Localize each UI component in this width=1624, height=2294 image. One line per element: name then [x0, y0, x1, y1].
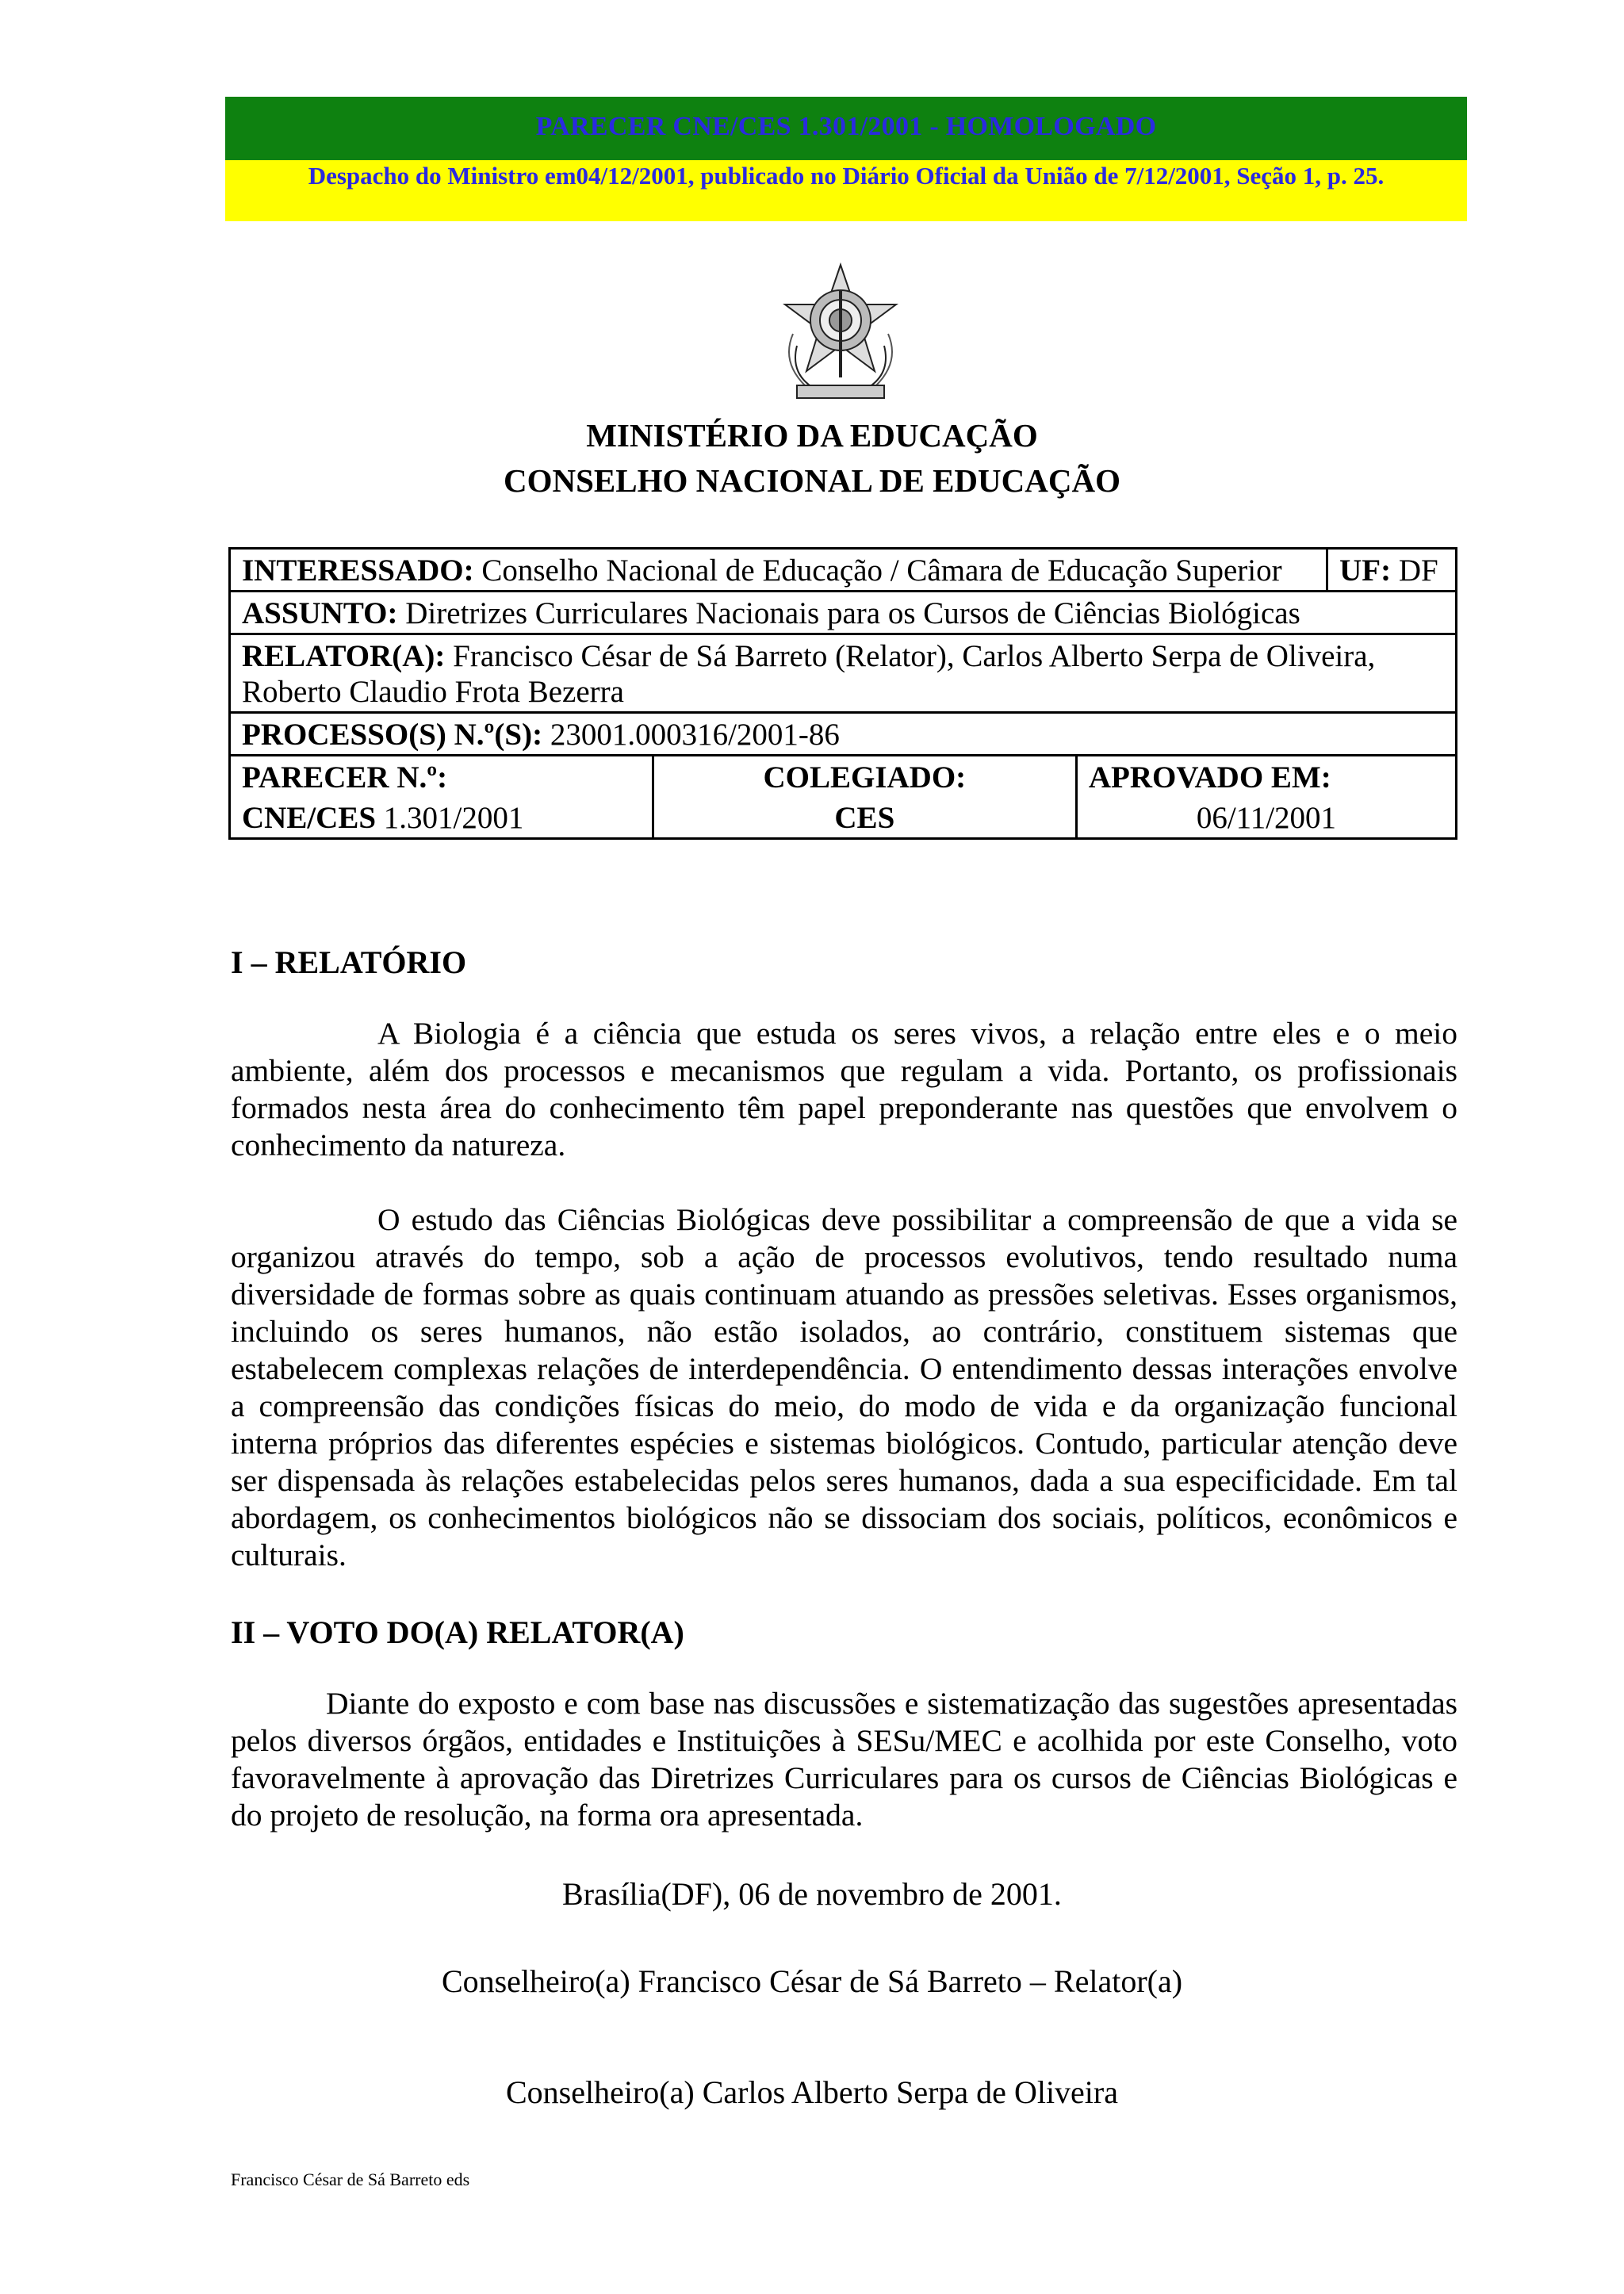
colegiado-value: CES	[653, 797, 1076, 839]
parecer-value-cell	[230, 797, 653, 839]
uf-cell	[1327, 549, 1457, 592]
relator-cell	[230, 634, 1457, 713]
assunto-label: ASSUNTO:	[242, 596, 398, 630]
section1-heading: I – RELATÓRIO	[231, 944, 467, 980]
relator-label: RELATOR(A):	[242, 639, 446, 673]
signature-counselor: Conselheiro(a) Carlos Alberto Serpa de Oliveira	[506, 2074, 1118, 2110]
interessado-row	[230, 549, 1457, 592]
place-date: Brasília(DF), 06 de novembro de 2001.	[562, 1876, 1062, 1912]
interessado-label: INTERESSADO:	[242, 553, 474, 588]
colegiado-label: COLEGIADO:	[653, 756, 1076, 798]
assunto-cell	[230, 592, 1457, 634]
banner-title: PARECER CNE/CES 1.301/2001 - HOMOLOGADO	[535, 112, 1157, 141]
section1-paragraph: O estudo das Ciências Biológicas deve possibilitar a compreensão de que a vida se organizou através do tempo, sob a ação de processos evolutivos, tendo resultado numa diversidade de formas sobre as quais continuam atuando as pressões seletivas. Esses organismos, incluindo os seres humanos, não estão isolados, ao contrário, constituem sistemas que estabelecem complexas relações de interdependência. O entendimento dessas interações envolve a compreensão das condições físicas do meio, do modo de vida e da organização funcional interna próprios das diferentes espécies e sistemas biológicos. Contudo, particular atenção deve ser dispensada às relações estabelecidas pelos seres humanos, dada a sua especificidade. Em tal abordagem, os conhecimentos biológicos não se dissociam dos sociais, políticos, econômicos e culturais.	[231, 1202, 1457, 1572]
brazil-coat-of-arms-icon	[773, 259, 908, 407]
parecer-number: 1.301/2001	[383, 801, 524, 835]
interessado-value: Conselho Nacional de Educação / Câmara de Educação Superior	[481, 553, 1282, 588]
relator-value: Francisco César de Sá Barreto (Relator), Carlos Alberto Serpa de Oliveira, Roberto Claudio Frota Bezerra	[242, 639, 1376, 709]
uf-label: UF:	[1339, 553, 1392, 588]
assunto-row	[230, 592, 1457, 634]
parecer-header-row	[230, 756, 1457, 798]
uf-value: DF	[1398, 553, 1438, 588]
banner-subtitle: Despacho do Ministro em04/12/2001, publicado no Diário Oficial da União de 7/12/2001, Seção 1, p. 25.	[225, 160, 1467, 221]
aprovado-label: APROVADO EM:	[1076, 756, 1456, 798]
page-footer: Francisco César de Sá Barreto eds	[231, 2170, 470, 2189]
council-title: CONSELHO NACIONAL DE EDUCAÇÃO	[504, 462, 1120, 499]
section1-paragraph: A Biologia é a ciência que estuda os seres vivos, a relação entre eles e o meio ambiente, além dos processos e mecanismos que regulam a vida. Portanto, os profissionais formados nesta área do conhecimento têm papel preponderante nas questões que envolvem o conhecimento da natureza.	[231, 1016, 1457, 1162]
process-info-table	[228, 547, 1457, 840]
interessado-cell	[230, 549, 1327, 592]
processo-row	[230, 713, 1457, 756]
banner-title-bar	[225, 97, 1467, 160]
processo-value: 23001.000316/2001-86	[550, 718, 840, 752]
parecer-label: PARECER N.º:	[230, 756, 653, 798]
homologation-banner	[225, 97, 1467, 221]
ministry-title: MINISTÉRIO DA EDUCAÇÃO	[586, 417, 1038, 454]
aprovado-value: 06/11/2001	[1076, 797, 1456, 839]
relator-row	[230, 634, 1457, 713]
section2-paragraph: Diante do exposto e com base nas discussões e sistematização das sugestões apresentadas pelos diversos órgãos, entidades e Instituições à SESu/MEC e acolhida por este Conselho, voto favoravelmente à aprovação das Diretrizes Curriculares para os cursos de Ciências Biológicas e do projeto de resolução, na forma ora apresentada.	[231, 1686, 1457, 1833]
assunto-value: Diretrizes Curriculares Nacionais para os Cursos de Ciências Biológicas	[405, 596, 1300, 630]
processo-label: PROCESSO(S) N.º(S):	[242, 718, 543, 752]
parecer-prefix: CNE/CES	[242, 801, 377, 835]
processo-cell	[230, 713, 1457, 756]
section2-heading: II – VOTO DO(A) RELATOR(A)	[231, 1614, 684, 1650]
parecer-value-row	[230, 797, 1457, 839]
signature-rapporteur: Conselheiro(a) Francisco César de Sá Barreto – Relator(a)	[441, 1963, 1183, 1999]
